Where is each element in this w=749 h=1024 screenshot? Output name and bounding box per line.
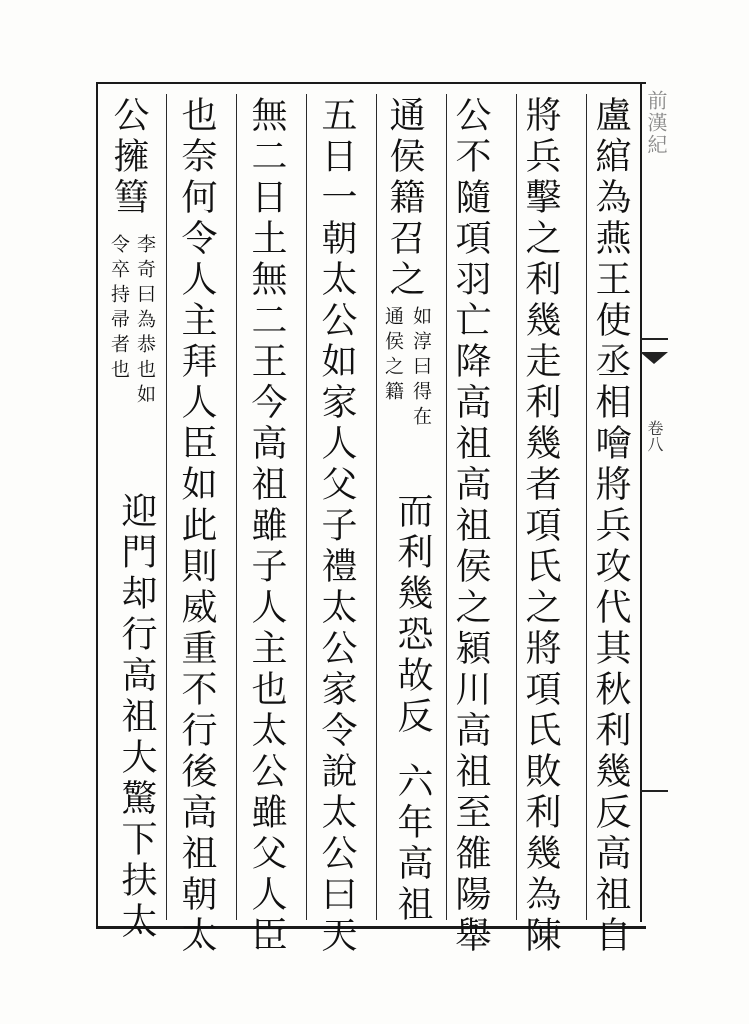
text-column-4-middle: 而利幾恐故反 xyxy=(392,492,433,738)
column-rule xyxy=(306,94,307,920)
column-rule xyxy=(236,94,237,920)
text-column-2: 將兵擊之利幾走利幾者項氏之將項氏敗利幾為陳 xyxy=(520,96,561,957)
column-rule xyxy=(166,94,167,920)
column-rule xyxy=(586,94,587,920)
annotation-4-left: 通侯之籍 xyxy=(382,306,404,406)
text-column-7: 也奈何令人主拜人臣如此則威重不行後高祖朝太 xyxy=(176,96,217,957)
text-column-5: 五日一朝太公如家人父子禮太公家令說太公曰天 xyxy=(316,96,357,957)
column-rule xyxy=(376,94,377,920)
column-rule xyxy=(446,94,447,920)
volume-label: 卷八 xyxy=(645,420,664,452)
text-column-1: 盧綰為燕王使丞相噲將兵攻代其秋利幾反高祖自 xyxy=(590,96,631,957)
text-column-4-lower: 六年高祖 xyxy=(392,762,433,926)
text-column-8-lower: 迎門却行高祖大驚下扶太 xyxy=(116,492,157,943)
center-margin xyxy=(640,82,668,922)
text-column-4-upper: 通侯籍召之 xyxy=(384,96,425,301)
book-title: 前漢紀 xyxy=(644,90,668,156)
text-column-3: 公不隨項羽亡降高祖高祖侯之潁川高祖至雒陽舉 xyxy=(450,96,491,957)
text-column-8-upper: 公擁篲 xyxy=(108,96,149,219)
annotation-8-right: 李奇曰為恭也如 xyxy=(134,234,156,409)
text-column-6: 無二日土無二王今高祖雖子人主也太公雖父人臣 xyxy=(246,96,287,957)
annotation-4-right: 如淳曰得在 xyxy=(410,306,432,431)
margin-rule xyxy=(640,790,668,792)
annotation-8-left: 令卒持帚者也 xyxy=(108,234,130,384)
fishtail-mark xyxy=(640,352,668,364)
column-rule xyxy=(516,94,517,920)
fishtail-rule xyxy=(640,338,668,340)
